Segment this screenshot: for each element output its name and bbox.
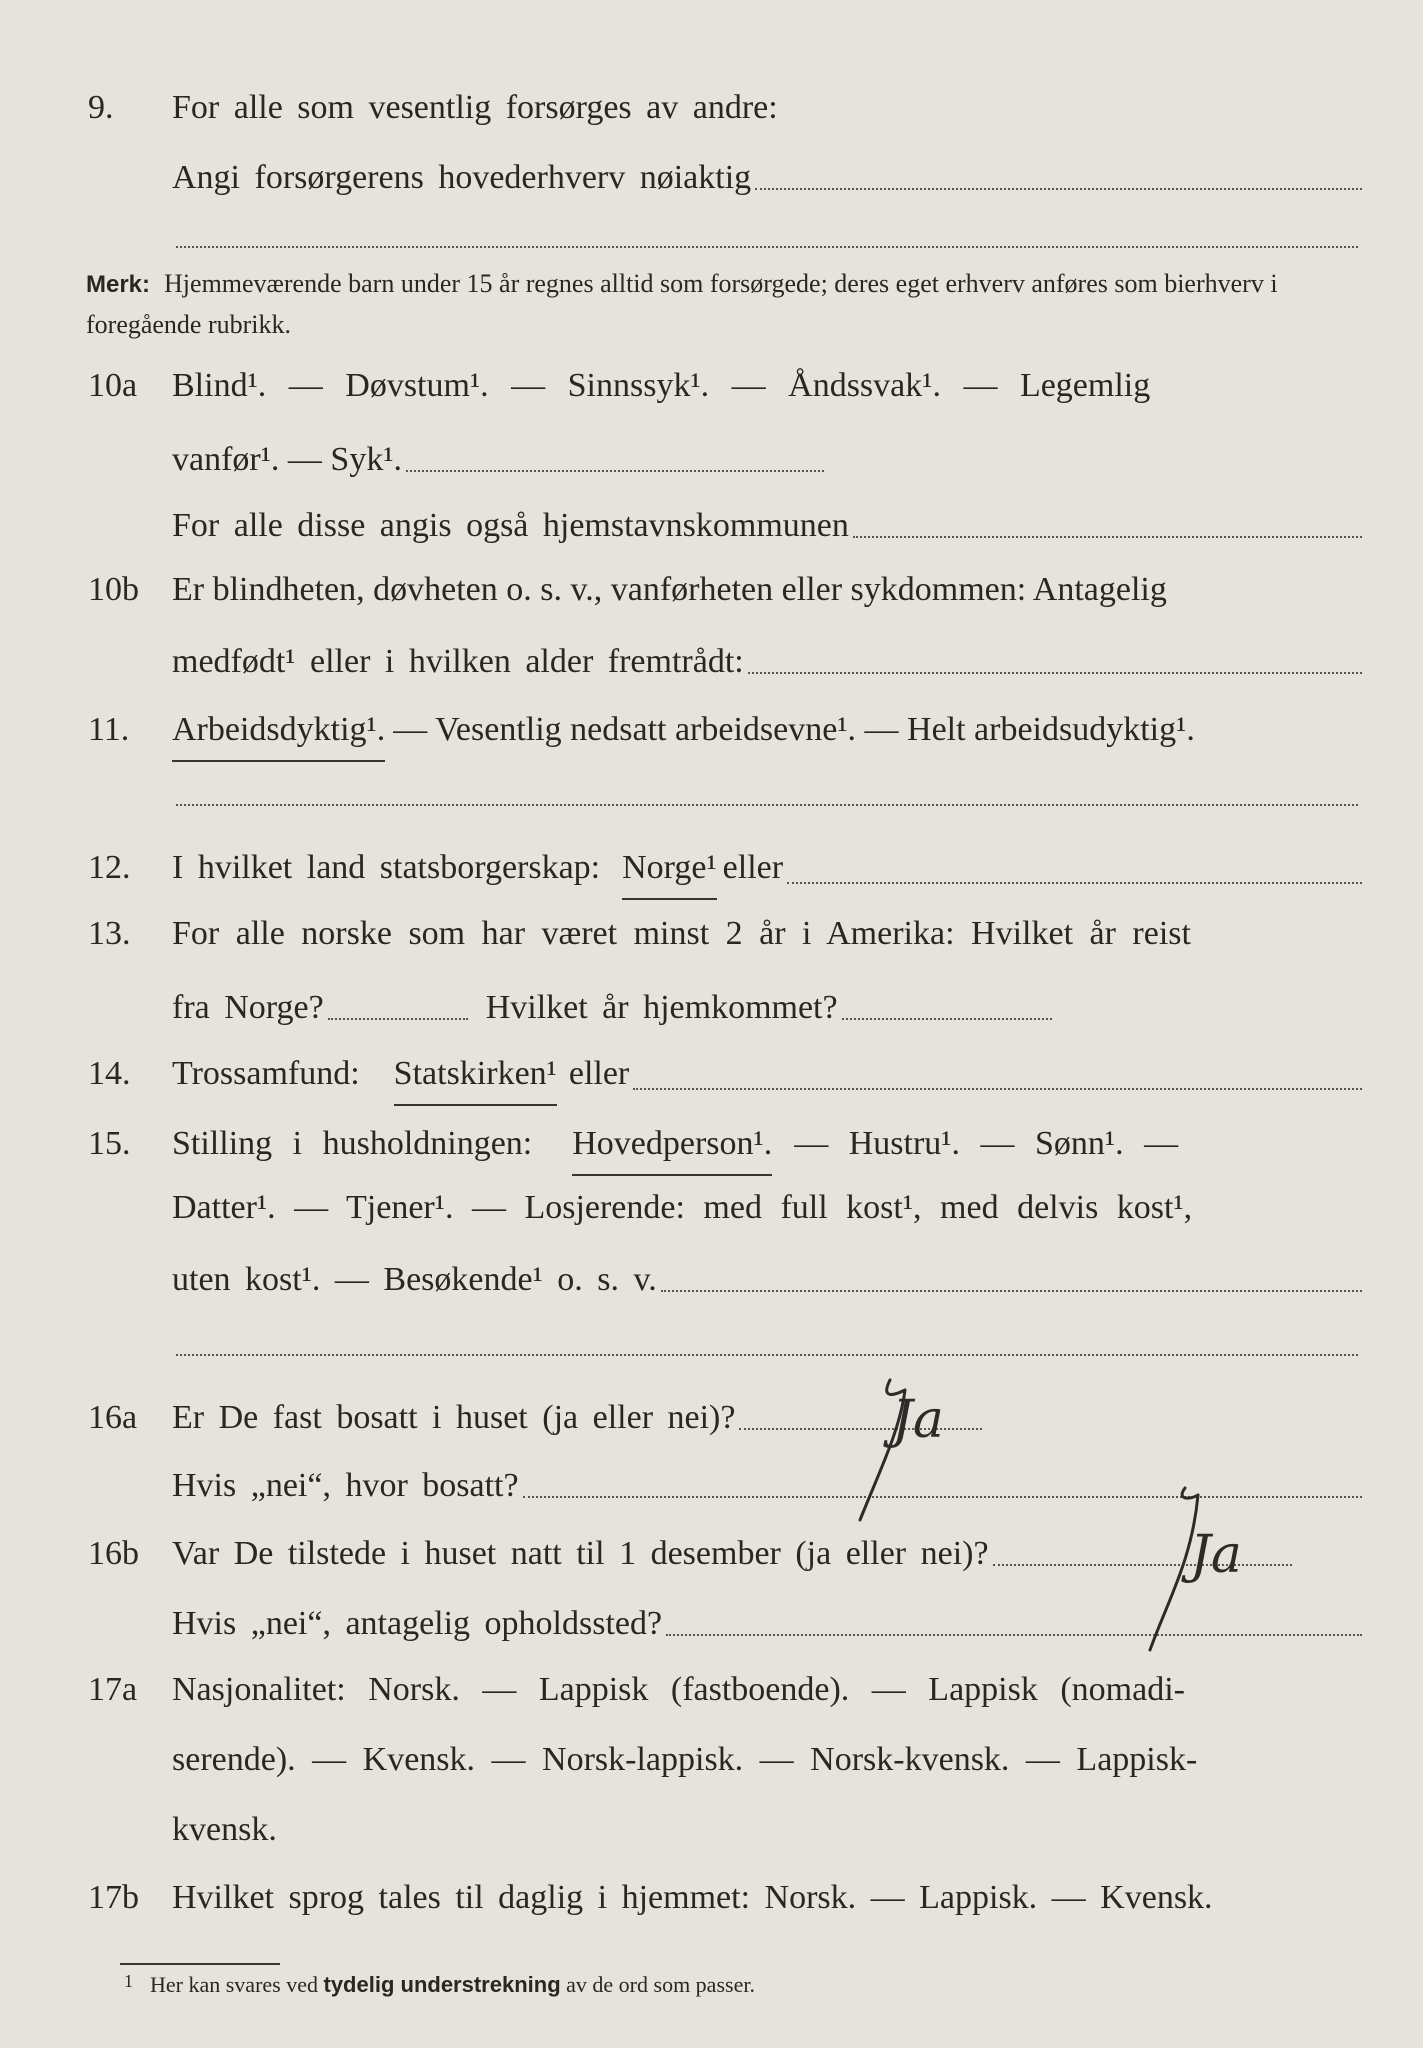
q17a-line1 — [0, 1662, 1423, 1718]
q15-other-options1: — Hustru¹. — Sønn¹. — — [794, 1125, 1179, 1162]
footnote-post: av de ord som passer. — [566, 1972, 755, 1997]
q14-prompt: Trossamfund: — [172, 1055, 360, 1092]
q9-text: For alle som vesentlig forsørges av andre: — [172, 89, 778, 126]
q16a-handwritten-answer: Ja — [892, 1390, 944, 1450]
q15-option-hovedperson[interactable]: Hovedperson¹. — [572, 1116, 772, 1176]
footnote-bold: tydelig understrekning — [323, 1972, 561, 1997]
q13-number: 13. — [88, 915, 131, 952]
merk-text: Hjemmeværende barn under 15 år regnes alltid som forsørgede; deres eget erhverv anføres som bierhverv i foregående rubrikk. — [86, 269, 1278, 339]
q9-number: 9. — [88, 89, 114, 126]
footnote-pre: Her kan svares ved — [150, 1972, 318, 1997]
q15-other-options2: Datter¹. — Tjener¹. — Losjerende: med full kost¹, med delvis kost¹, — [172, 1189, 1193, 1226]
q16a-nei-prompt: Hvis „nei“, hvor bosatt? — [172, 1467, 519, 1504]
footnote — [124, 1970, 755, 2000]
q13-hjemkommet-prompt: Hvilket år hjemkommet? — [485, 989, 838, 1026]
q13-reist-prompt: fra Norge? — [172, 989, 324, 1026]
q16b-nei-prompt: Hvis „nei“, antagelig opholdssted? — [172, 1605, 663, 1642]
q16a-prompt: Er De fast bosatt i huset (ja eller nei)? — [172, 1399, 736, 1436]
q9-prompt: Angi forsørgerens hovederhverv nøiaktig — [172, 159, 752, 196]
q10a-text1: Blind¹. — Døvstum¹. — Sinnssyk¹. — Åndssvak¹. — Legemlig — [172, 367, 1151, 404]
q15-prompt: Stilling i husholdningen: — [172, 1125, 533, 1162]
q10a-text3: For alle disse angis også hjemstavnskommunen — [172, 507, 849, 544]
q12-prompt: I hvilket land statsborgerskap: — [172, 849, 601, 886]
q15-number: 15. — [88, 1125, 131, 1162]
q16b-number: 16b — [88, 1535, 139, 1572]
q17b-number: 17b — [88, 1879, 139, 1916]
q10b-text1: Er blindheten, døvheten o. s. v., vanførheten eller sykdommen: Antagelig — [172, 571, 1167, 608]
q12-number: 12. — [88, 849, 131, 886]
q17b-line1 — [0, 1870, 1423, 1926]
q11-number: 11. — [88, 711, 130, 748]
q10a-text2: vanfør¹. — Syk¹. — [172, 441, 403, 478]
q17a-line2 — [0, 1732, 1423, 1788]
q11-option-arbeidsdyktig[interactable]: Arbeidsdyktig¹. — [172, 702, 385, 762]
q14-number: 14. — [88, 1055, 131, 1092]
merk-label: Merk: — [86, 271, 151, 298]
q16b-prompt: Var De tilstede i huset natt til 1 desember (ja eller nei)? — [172, 1535, 989, 1572]
q10a-number: 10a — [88, 367, 138, 404]
q14-option-statskirken[interactable]: Statskirken¹ — [394, 1046, 557, 1106]
q17b-text1: Hvilket sprog tales til daglig i hjemmet: Norsk. — Lappisk. — Kvensk. — [172, 1879, 1213, 1916]
footnote-mark: 1 — [124, 1971, 133, 1991]
q16a-number: 16a — [88, 1399, 138, 1436]
q17a-line3 — [0, 1802, 1423, 1858]
q15-other-options3: uten kost¹. — Besøkende¹ o. s. v. — [172, 1261, 657, 1298]
q11-other-options: — Vesentlig nedsatt arbeidsevne¹. — Helt arbeidsudyktig¹. — [393, 711, 1195, 748]
q10b-text2: medfødt¹ eller i hvilken alder fremtrådt: — [172, 643, 744, 680]
q12-option-norge[interactable]: Norge¹ — [622, 840, 717, 900]
q14-eller: eller — [568, 1055, 630, 1092]
q17a-text2: serende). — Kvensk. — Norsk-lappisk. — Norsk-kvensk. — Lappisk- — [172, 1741, 1198, 1778]
q17a-number: 17a — [88, 1671, 138, 1708]
q10b-number: 10b — [88, 571, 139, 608]
q17a-text3: kvensk. — [172, 1811, 277, 1848]
q17a-text1: Nasjonalitet: Norsk. — Lappisk (fastboende). — Lappisk (nomadi- — [172, 1671, 1185, 1708]
q16b-handwritten-answer: Ja — [1190, 1525, 1242, 1585]
q12-eller: eller — [722, 849, 784, 886]
footnote-rule — [120, 1963, 280, 1965]
q13-text1: For alle norske som har været minst 2 år i Amerika: Hvilket år reist — [172, 915, 1191, 952]
